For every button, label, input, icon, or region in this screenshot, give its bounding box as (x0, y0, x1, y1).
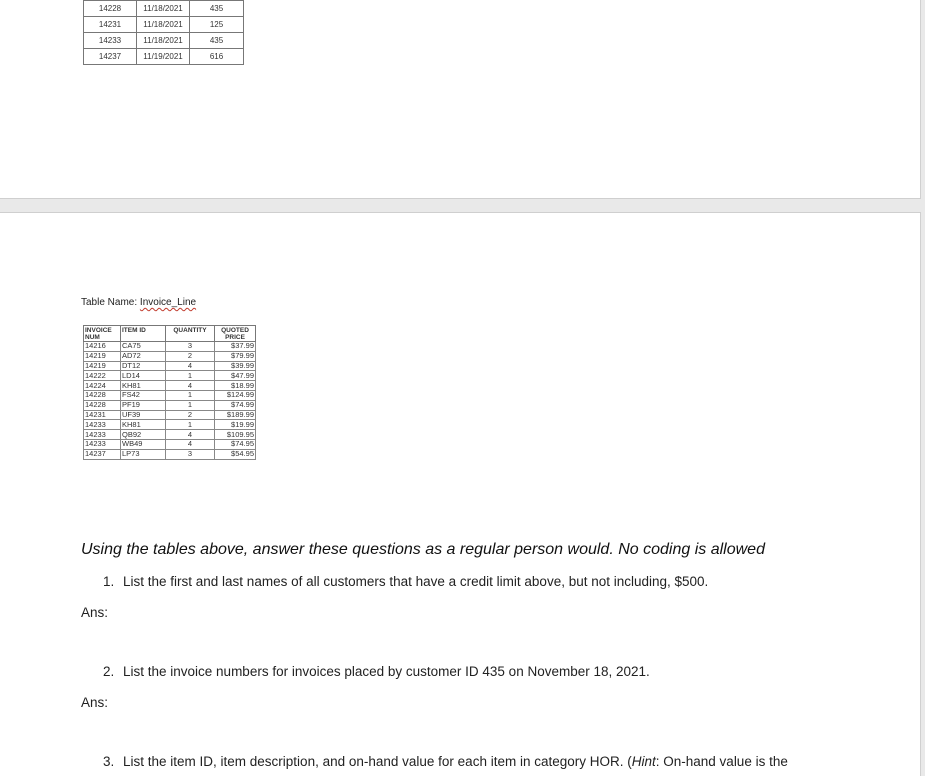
invoice-num-cell: 14216 (84, 342, 121, 352)
quantity-cell: 4 (166, 361, 215, 371)
answer-label: Ans: (81, 695, 109, 710)
invoice-num-cell: 14222 (84, 371, 121, 381)
question-text: List the item ID, item description, and on-hand value for each item in category HOR. ( (123, 754, 632, 769)
item-id-cell: FS42 (121, 390, 166, 400)
question-text-continued: : On-hand value is the (655, 754, 788, 769)
question-3 (103, 754, 788, 769)
table-row (84, 420, 256, 430)
quoted-price-cell: $39.99 (215, 361, 256, 371)
invoice-num-cell: 14233 (84, 439, 121, 449)
quoted-price-cell: $47.99 (215, 371, 256, 381)
invoice-num-cell: 14233 (84, 420, 121, 430)
quoted-price-cell: $124.99 (215, 390, 256, 400)
invoice-num-cell: 14237 (84, 49, 137, 65)
customer-id-cell: 125 (190, 17, 244, 33)
invoice-num-cell: 14228 (84, 390, 121, 400)
item-id-cell: KH81 (121, 381, 166, 391)
item-id-cell: LP73 (121, 449, 166, 459)
table-row (84, 439, 256, 449)
header-quantity: QUANTITY (166, 326, 215, 342)
question-text: List the first and last names of all customers that have a credit limit above, but not including, $500. (123, 574, 709, 589)
quantity-cell: 2 (166, 351, 215, 361)
quantity-cell: 4 (166, 439, 215, 449)
invoice-num-cell: 14237 (84, 449, 121, 459)
table-row (84, 400, 256, 410)
question-1 (103, 574, 708, 589)
hint-label: Hint (631, 754, 656, 769)
quoted-price-cell: $109.95 (215, 430, 256, 440)
quoted-price-cell: $54.95 (215, 449, 256, 459)
item-id-cell: CA75 (121, 342, 166, 352)
quoted-price-cell: $18.99 (215, 381, 256, 391)
invoice-date-cell: 11/18/2021 (137, 17, 190, 33)
quantity-cell: 1 (166, 420, 215, 430)
quantity-cell: 3 (166, 449, 215, 459)
invoice-line-table (83, 325, 256, 460)
quantity-cell: 1 (166, 371, 215, 381)
question-text: List the invoice numbers for invoices placed by customer ID 435 on November 18, 2021. (123, 664, 650, 679)
invoice-num-cell: 14233 (84, 33, 137, 49)
customer-id-cell: 435 (190, 1, 244, 17)
table-row (84, 1, 244, 17)
invoice-date-cell: 11/18/2021 (137, 33, 190, 49)
quoted-price-cell: $189.99 (215, 410, 256, 420)
invoice-num-cell: 14224 (84, 381, 121, 391)
quantity-cell: 3 (166, 342, 215, 352)
invoice-num-cell: 14233 (84, 430, 121, 440)
invoice-num-cell: 14231 (84, 410, 121, 420)
header-invoice-num: INVOICE NUM (84, 326, 121, 342)
table-row (84, 410, 256, 420)
quoted-price-cell: $74.95 (215, 439, 256, 449)
table-row (84, 430, 256, 440)
answer-label: Ans: (81, 605, 109, 620)
invoice-num-cell: 14219 (84, 351, 121, 361)
invoice-num-cell: 14231 (84, 17, 137, 33)
table-row (84, 361, 256, 371)
quantity-cell: 1 (166, 390, 215, 400)
instructions-heading: Using the tables above, answer these questions as a regular person would. No coding is allowed (81, 541, 765, 558)
item-id-cell: LD14 (121, 371, 166, 381)
customer-id-cell: 616 (190, 49, 244, 65)
table-row (84, 342, 256, 352)
item-id-cell: QB92 (121, 430, 166, 440)
quoted-price-cell: $19.99 (215, 420, 256, 430)
question-number: 2. (103, 664, 115, 679)
item-id-cell: KH81 (121, 420, 166, 430)
table-row (84, 49, 244, 65)
item-id-cell: WB49 (121, 439, 166, 449)
table-title (81, 297, 196, 308)
customer-id-cell: 435 (190, 33, 244, 49)
invoice-date-cell: 11/18/2021 (137, 1, 190, 17)
header-quoted-price: QUOTED PRICE (215, 326, 256, 342)
invoice-date-cell: 11/19/2021 (137, 49, 190, 65)
question-number: 3. (103, 754, 115, 769)
invoice-num-cell: 14219 (84, 361, 121, 371)
table-row (84, 33, 244, 49)
invoice-num-cell: 14228 (84, 1, 137, 17)
table-name: Invoice_Line (139, 297, 197, 308)
question-2 (103, 664, 650, 679)
table-row (84, 449, 256, 459)
invoice-num-cell: 14228 (84, 400, 121, 410)
invoices-table-fragment (83, 0, 244, 65)
quoted-price-cell: $79.99 (215, 351, 256, 361)
question-number: 1. (103, 574, 115, 589)
table-header-row (84, 326, 256, 342)
item-id-cell: AD72 (121, 351, 166, 361)
quoted-price-cell: $74.99 (215, 400, 256, 410)
item-id-cell: UF39 (121, 410, 166, 420)
table-row (84, 381, 256, 391)
quoted-price-cell: $37.99 (215, 342, 256, 352)
table-row (84, 351, 256, 361)
item-id-cell: PF19 (121, 400, 166, 410)
item-id-cell: DT12 (121, 361, 166, 371)
quantity-cell: 4 (166, 381, 215, 391)
quantity-cell: 4 (166, 430, 215, 440)
table-title-label: Table Name: (81, 297, 140, 308)
quantity-cell: 1 (166, 400, 215, 410)
table-row (84, 17, 244, 33)
table-row (84, 371, 256, 381)
table-row (84, 390, 256, 400)
document-page-1 (0, 0, 921, 199)
header-item-id: ITEM ID (121, 326, 166, 342)
quantity-cell: 2 (166, 410, 215, 420)
